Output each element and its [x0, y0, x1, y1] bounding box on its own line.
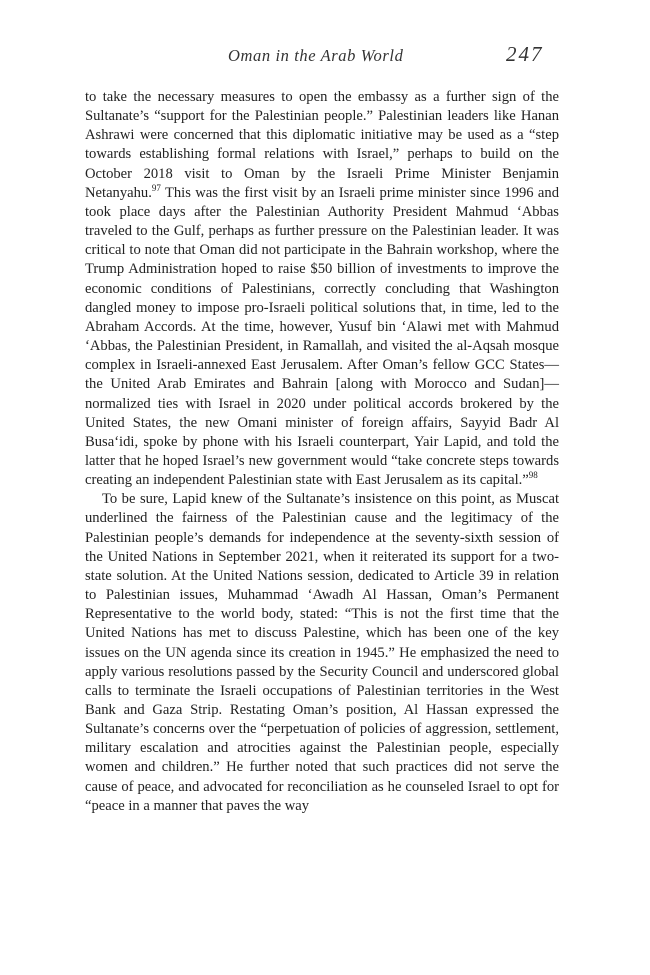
footnote-marker-97: 97: [151, 182, 161, 193]
page-header: [0, 42, 650, 72]
paragraph-text: To be sure, Lapid knew of the Sultanate’s insistence on this point, as Muscat underlined the fairness of the Palestinian cause and the legitimacy of the Palestinian people’s demands for independence at the seventy-sixth session of the United Nations in September 2021, when it reiterated its support for a two-state solution. At the United Nations session, dedicated to Article 39 in relation to Palestinian issues, Muhammad ‘Awadh Al Hassan, Oman’s Permanent Representative to the world body, stated: “This is not the first time that the United Nations has met to discuss Palestine, which has been one of the key issues on the UN agenda since its creation in 1945.” He emphasized the need to apply various resolutions passed by the Security Council and underscored global calls to terminate the Israeli occupations of Palestinian territories in the West Bank and Gaza Strip. Restating Oman’s position, Al Hassan expressed the Sultanate’s concerns over the “perpetuation of policies of aggression, settlement, military escalation and atrocities against the Palestinian people, especially women and children.” He further noted that such practices did not serve the cause of peace, and advocated for reconciliation as he counseled Israel to opt for “peace in a manner that paves the way: [85, 491, 559, 814]
paragraph-text: This was the first visit by an Israeli prime minister since 1996 and took place days after the Palestinian Authority President Mahmud ‘Abbas traveled to the Gulf, perhaps as further pressure on the Palestinian leader. It was critical to note that Oman did not participate in the Bahrain workshop, where the Trump Administration hoped to raise $50 billion of investments to improve the economic conditions of Palestinians, correctly concluding that Washington dangled money to impose pro-Israeli political solutions that, in time, led to the Abraham Accords. At the time, however, Yusuf bin ‘Alawi met with Mahmud ‘Abbas, the Palestinian President, in Ramallah, and visited the al-Aqsah mosque complex in Israeli-annexed East Jerusalem. After Oman’s fellow GCC States—the United Arab Emirates and Bahrain [along with Morocco and Sudan]—normalized ties with Israel in 2020 under political accords brokered by the United States, the new Omani minister of foreign affairs, Sayyid Badr Al Busa‘idi, spoke by phone with his Israeli counterpart, Yair Lapid, and told the latter that he hoped Israel’s new government would “take concrete steps towards creating an independent Palestinian state with East Jerusalem as its capital.”: [85, 184, 559, 489]
paragraph-text: to take the necessary measures to open the embassy as a further sign of the Sultanate’s “support for the Palestinian people.” Palestinian leaders like Hanan Ashrawi were concerned that this diplomatic initiative may be used as a “step towards establishing formal relations with Israel,” perhaps to build on the October 2018 visit to Oman by the Israeli Prime Minister Benjamin Netanyahu.: [85, 89, 559, 201]
running-head: Oman in the Arab World: [228, 46, 404, 65]
footnote-marker-98: 98: [528, 470, 538, 481]
body-text: [85, 88, 559, 816]
paragraph-1: [85, 88, 559, 490]
page-number: 247: [506, 42, 544, 66]
paragraph-2: [85, 490, 559, 816]
